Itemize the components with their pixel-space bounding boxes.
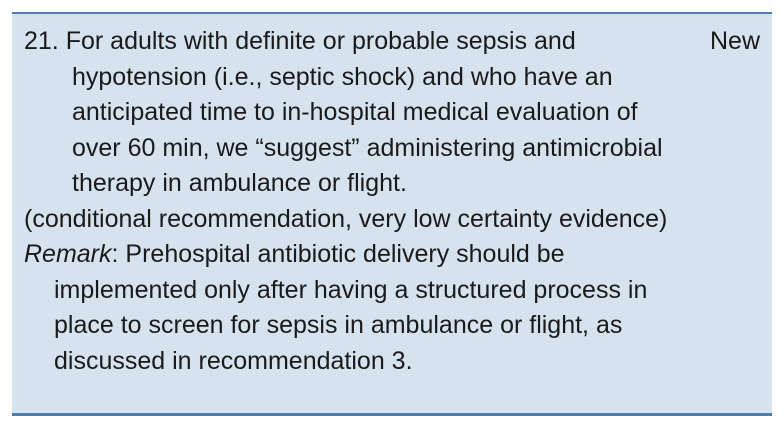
status-label: New xyxy=(709,27,760,55)
recommendation-remark xyxy=(24,237,684,379)
recommendation-strength: (conditional recommendation, very low certainty evidence) xyxy=(24,204,668,233)
remark-separator: : xyxy=(111,240,126,268)
remark-text: Prehospital antibiotic delivery should be implemented only after having a structured process in place to screen for sepsis in ambulance or flight, as discussed in recommendation 3. xyxy=(54,240,648,375)
recommendation-statement xyxy=(24,24,684,202)
recommendation-text: For adults with definite or probable sepsis and hypotension (i.e., septic shock) and who have an anticipated time to in-hospital medical evaluation of over 60 min, we “suggest” administering antimicrobial therapy in ambulance or flight. xyxy=(65,27,663,197)
recommendation-content xyxy=(24,24,684,379)
remark-label: Remark xyxy=(24,240,112,268)
recommendation-box xyxy=(12,12,772,416)
recommendation-number: 21. xyxy=(24,27,59,55)
